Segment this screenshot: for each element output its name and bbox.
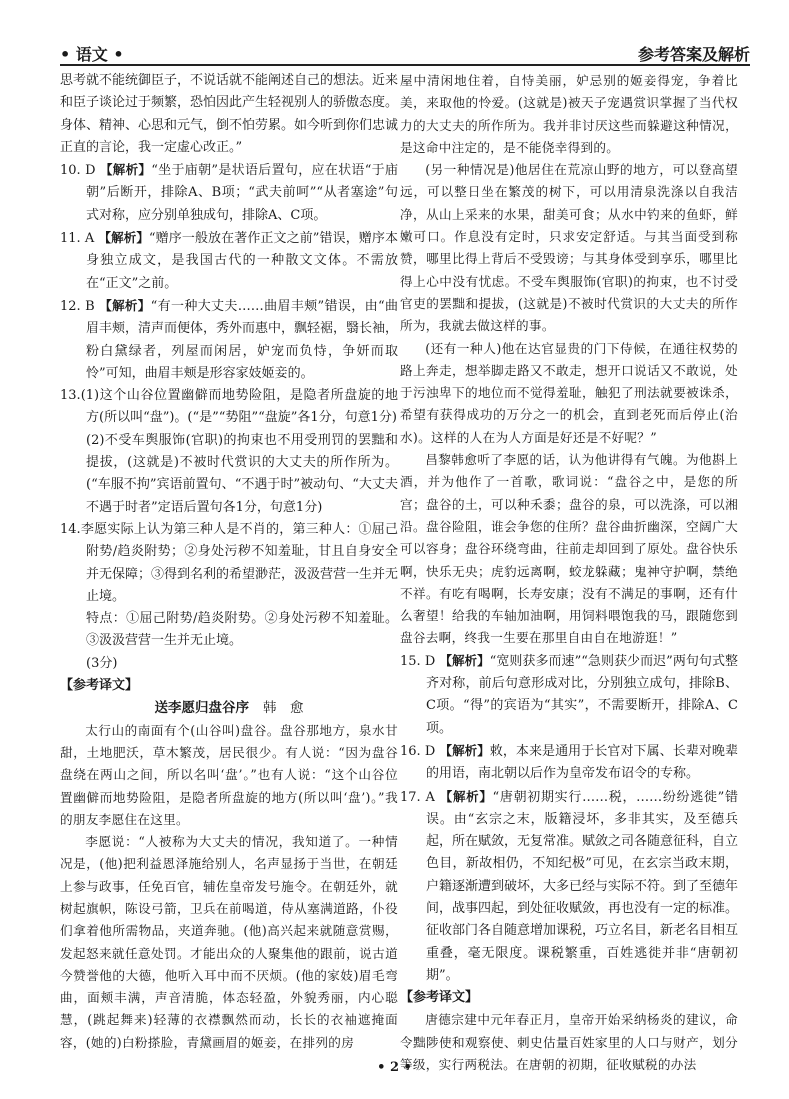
translation-label: 【参考译文】 (60, 678, 139, 694)
answer-11 (60, 227, 398, 295)
answer-14 (60, 519, 398, 608)
answer-number: 11. A (60, 231, 95, 247)
analysis-tag: 【解析】 (99, 297, 151, 313)
answer-13-part2: (2)不受车舆服饰(官职)的拘束也不用受刑罚的罢黜和提拔，(这就是)不被时代赏识的大丈夫的所作所为。(“车服不拘”宾语前置句、“不遇于时”被动句、“大丈夫不遇于时者”定语后置句各1分，句意1分) (86, 432, 398, 515)
essay-title (60, 697, 398, 719)
answer-13-part1: (1)这个山谷位置幽僻而地势险阻，是隐者所盘旋的地方(所以叫“盘”)。(“是”“势阻”“盘旋”各1分，句意1分) (80, 388, 398, 426)
analysis-tag: 【解析】 (439, 652, 490, 668)
header-rule (60, 64, 750, 66)
analysis-tag: 【解析】 (98, 230, 149, 246)
answer-17 (400, 786, 738, 988)
analysis-tag: 【解析】 (439, 742, 490, 758)
answer-text: 李愿实际上认为第三种人是不肖的，第三种人：①屈己附势/趋炎附势；②身处污秽不知羞耻，甘且自身安全并无保障；③得到名利的希望渺茫，汲汲营营一生并无止境。 (80, 521, 399, 604)
answer-10 (60, 159, 398, 227)
translation-label: 【参考译文】 (400, 990, 479, 1006)
answer-13 (60, 385, 398, 430)
answer-text: “坐于庙朝”是状语后置句，应在状语“于庙朝”后断开，排除A、B项；“武夫前呵”“从者塞途”句式对称，应分别单独成句，排除A、C项。 (86, 163, 398, 223)
essay-title-text: 送李愿归盘谷序 (154, 700, 249, 717)
answer-number: 16. D (400, 743, 436, 759)
answer-15 (400, 650, 738, 740)
answer-text: “有一种大丈夫……曲眉丰颊”错误，由“曲眉丰颊，清声而便体，秀外而惠中，飘轻裾，翳长袖，粉白黛绿者，列屋而闲居，妒宠而负恃，争妍而取怜”可知，曲眉丰颊是形容家妓姬妾的。 (86, 298, 399, 381)
subject-label: • 语文 • (60, 45, 124, 64)
left-column (60, 70, 398, 1054)
answer-number: 10. D (60, 163, 96, 179)
answer-number: 14. (60, 521, 81, 537)
translation-paragraph: 李愿说：“人被称为大丈夫的情况，我知道了。一种情况是，(他)把利益恩泽施给别人，名声显扬于当世，在朝廷上参与政事，任免百官，辅佐皇帝发号施令。在朝廷外，就树起旗帜，陈设弓箭，卫兵在前喝道，侍从塞满道路，仆役们拿着他所需物品，夹道奔驰。(他)高兴起来就随意赏赐，发起怒来就任意处罚。才能出众的人聚集他的跟前，说古道今赞誉他的大德，他听入耳中而不厌烦。(他的家妓)眉毛弯曲，面颊丰满，声音清脆，体态轻盈，外貌秀丽，内心聪慧，(跳起舞来)轻薄的衣襟飘然而动，长长的衣袖遮掩面容，(她的)白粉搽脸，青黛画眉的姬妾，在排列的房 (60, 834, 398, 1050)
translation-paragraph: 太行山的南面有个(山谷叫)盘谷。盘谷那地方，泉水甘甜，土地肥沃，草木繁茂，居民很少。有人说：“因为盘谷盘绕在两山之间，所以名叫‘盘’。”也有人说：“这个山谷位置幽僻而地势险阻，是隐者所盘旋的地方(所以叫‘盘’)。”我的朋友李愿住在这里。 (60, 722, 398, 827)
translation-paragraph: 唐德宗建中元年春正月，皇帝开始采纳杨炎的建议，命令黜陟使和观察使、刺史估量百姓家里的人口与财产，划分等级，实行两税法。在唐朝的初期，征收赋税的办法 (400, 1012, 738, 1073)
answer-text: “赠序一般放在著作正文之前”错误，赠序本身独立成文，是我国古代的一种散文文体。不需放在“正文”之前。 (86, 231, 398, 291)
translation-paragraph: (另一种情况是)他居住在荒凉山野的地方，可以登高望远，可以整日坐在繁茂的树下，可以用清泉洗涤以自我洁净，从山上采来的水果，甜美可食；从水中钓来的鱼虾，鲜嫩可口。作息没有定时，只求安定舒适。与其当面受到称赞，哪里比得上背后不受毁谤；与其身体受到享乐，哪里比得上心中没有忧虑。不受车舆服饰(官职)的拘束，也不讨受官吏的罢黜和提拔，(这就是)不被时代赏识的大丈夫的所作所为，我就去做这样的事。 (400, 162, 738, 334)
essay-author: 韩 愈 (263, 700, 304, 717)
page-header (60, 40, 750, 66)
answer-14-score: (3分) (86, 655, 118, 671)
section-label: 参考答案及解析 (637, 45, 750, 64)
intro-text: 思考就不能统御臣子，不说话就不能阐述自己的想法。近来和臣子谈论过于频繁，恐怕因此产生轻视别人的骄傲态度。身体、精神、心思和元气，倒不怕劳累。如今听到你们忠诚正直的言论，我一定虚心改正。” (60, 73, 399, 155)
answer-text: 敕，本来是通用于长官对下属、长辈对晚辈的用语，南北朝以后作为皇帝发布诏令的专称。 (426, 743, 738, 782)
answer-number: 13. (60, 388, 81, 404)
analysis-tag: 【解析】 (439, 788, 493, 804)
answer-number: 12. B (60, 298, 95, 314)
translation-paragraph: (还有一种人)他在达官显贵的门下侍候，在通往权势的路上奔走，想举脚走路又不敢走，想开口说话又不敢说，处于污浊卑下的地位而不觉得羞耻，触犯了刑法就要被诛杀，希望有获得成功的万分之一的机会，直到老死而后停止(治水)。这样的人在为人方面是好还是不好呢？” (400, 340, 738, 445)
answer-number: 17. A (400, 789, 435, 805)
answer-text: “宽则获多而速”“急则获少而迟”两句句式整齐对称，前后句意形成对比，分别独立成句，排除B、C项。“得”的宾语为“其实”，不需要断开，排除A、C项。 (426, 653, 738, 736)
translation-paragraph: 昌黎韩愈听了李愿的话，认为他讲得有气魄。为他斟上酒，并为他作了一首歌，歌词说：“盘谷之中，是您的所宫；盘谷的土，可以种禾黍；盘谷的泉，可以洗涤，可以湘沿。盘谷险阻，谁会争您的住所？盘谷曲折幽深，空阔广大可以容身；盘谷环绕弯曲，往前走却回到了原处。盘谷快乐啊，快乐无央；虎豹远离啊，蛟龙躲藏；鬼神守护啊，禁绝不祥。有吃有喝啊，长寿安康；没有不满足的事啊，还有什么奢望！给我的车轴加油啊，用饲料喂饱我的马，跟随您到盘谷去啊，终我一生要在那里自由自在地游逛！” (400, 452, 738, 646)
answer-text: “唐朝初期实行……税，……纷纷逃徙”错误。由“玄宗之末，版籍浸坏，多非其实，及至德兵起，所在赋敛，无复常准。赋敛之司各随意征科，自立色目，新故相仍，不知纪极”可见，在玄宗当政末期，户籍逐渐遭到破坏，大多已经与实际不符。到了至德年间，战事四起，到处征收赋敛，再也没有一定的标准。征收部门各自随意增加课税，巧立名目，新老名目相互重叠，毫无限度。课税繁重，百姓逃徙并非“唐朝初期”。 (426, 789, 739, 983)
translation-paragraph: 屋中清闲地住着，自恃美丽，妒忌别的姬妾得宠，争着比美，来取他的怜爱。(这就是)被天子宠遇赏识掌握了当代权力的大丈夫的所作所为。我并非讨厌这些而躲避这种情况，是这命中注定的，是不能侥幸得到的。 (400, 73, 738, 155)
right-column (400, 70, 738, 1076)
page-number: • 2 • (377, 1060, 412, 1075)
answer-14-feature: 特点：①屈己附势/趋炎附势。②身处污秽不知羞耻。③汲汲营营一生并无止境。 (86, 611, 398, 649)
answer-16 (400, 740, 738, 786)
answer-number: 15. D (400, 653, 436, 669)
analysis-tag: 【解析】 (100, 162, 152, 178)
answer-12 (60, 295, 398, 385)
